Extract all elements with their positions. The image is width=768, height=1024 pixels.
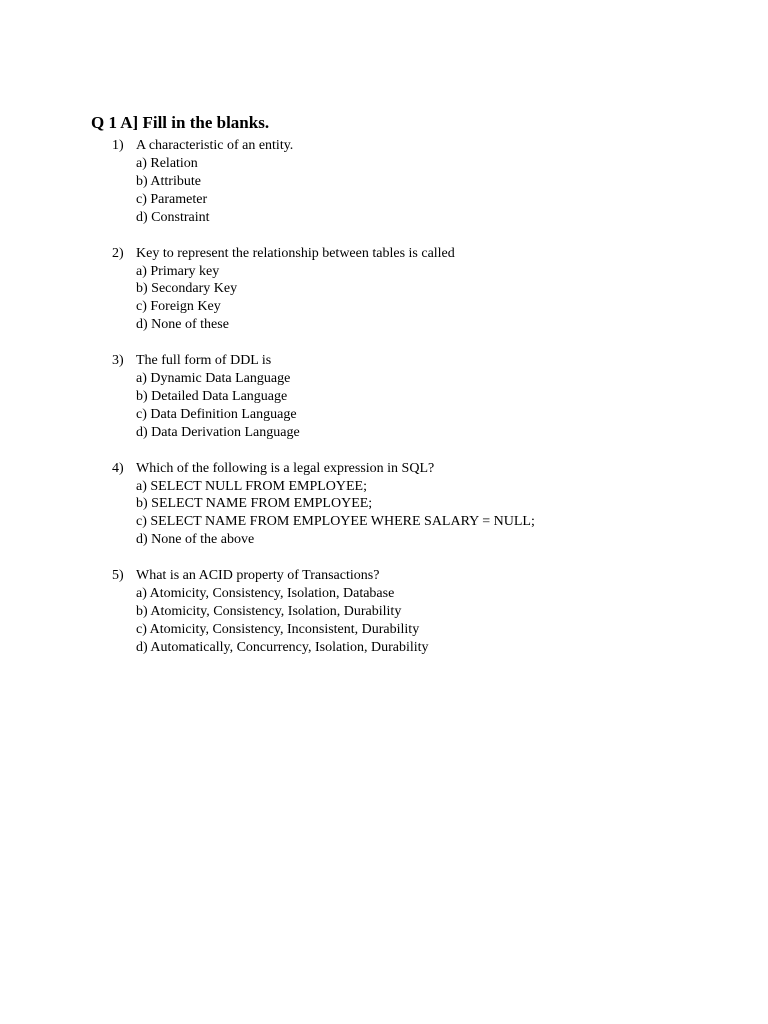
- option-b: b) Detailed Data Language: [136, 388, 288, 404]
- option-b: b) Secondary Key: [136, 281, 238, 297]
- option-d: d) None of the above: [136, 532, 255, 548]
- question-number: 4): [112, 460, 124, 476]
- question-item: [0, 137, 768, 245]
- option-a: a) Primary key: [136, 263, 220, 279]
- question-number: 3): [112, 353, 124, 368]
- question-number: 5): [112, 568, 124, 583]
- section-heading: Q 1 A] Fill in the blanks.: [91, 113, 270, 132]
- question-item: [0, 567, 768, 675]
- question-text: What is an ACID property of Transactions?: [136, 568, 380, 583]
- option-list: [136, 155, 210, 227]
- option-d: d) Data Derivation Language: [136, 424, 300, 440]
- option-d: d) None of these: [136, 317, 229, 333]
- question-text: Key to represent the relationship between tables is called: [136, 245, 455, 261]
- option-b: b) Atomicity, Consistency, Isolation, Durability: [136, 603, 402, 619]
- option-d: d) Automatically, Concurrency, Isolation, Durability: [136, 639, 429, 655]
- option-a: a) SELECT NULL FROM EMPLOYEE;: [136, 478, 367, 494]
- option-b: b) SELECT NAME FROM EMPLOYEE;: [136, 496, 373, 512]
- question-number: 1): [112, 138, 124, 153]
- option-c: c) Parameter: [136, 191, 208, 207]
- question-text: A characteristic of an entity.: [136, 138, 294, 153]
- question-item: [0, 460, 768, 568]
- option-c: c) Atomicity, Consistency, Inconsistent, Durability: [136, 621, 420, 637]
- option-list: [136, 263, 237, 335]
- option-a: a) Dynamic Data Language: [136, 371, 291, 386]
- option-c: c) Data Definition Language: [136, 406, 297, 422]
- question-list: [0, 137, 768, 675]
- question-item: [0, 352, 768, 460]
- option-d: d) Constraint: [136, 209, 210, 225]
- option-b: b) Attribute: [136, 173, 201, 189]
- option-c: c) SELECT NAME FROM EMPLOYEE WHERE SALARY = NULL;: [136, 514, 535, 530]
- question-number: 2): [112, 245, 124, 261]
- option-list: [136, 370, 300, 442]
- question-text: The full form of DDL is: [136, 353, 272, 368]
- option-list: [136, 478, 535, 550]
- option-c: c) Foreign Key: [136, 299, 221, 315]
- question-text: Which of the following is a legal expression in SQL?: [136, 460, 435, 476]
- option-list: [136, 585, 429, 657]
- question-item: [0, 245, 768, 353]
- option-a: a) Atomicity, Consistency, Isolation, Database: [136, 586, 395, 601]
- option-a: a) Relation: [136, 156, 198, 171]
